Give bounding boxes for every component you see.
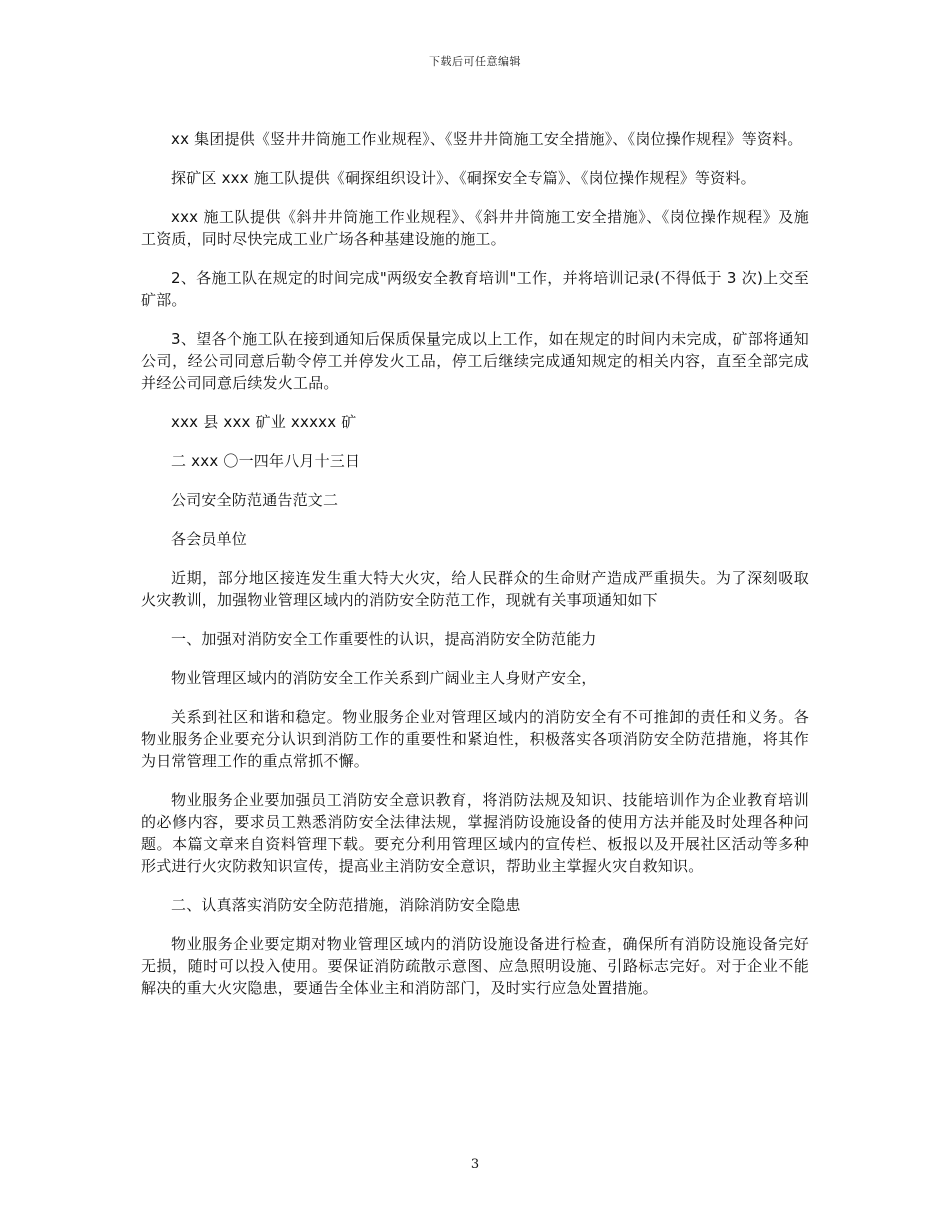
page-number: 3 xyxy=(470,1157,480,1172)
salutation: 各会员单位 xyxy=(171,530,248,548)
paragraph: 关系到社区和谐和稳定。物业服务企业对管理区域内的消防安全有不可推卸的责任和义务。各物业服务企业要充分认识到消防工作的重要性和紧迫性，积极落实各项消防安全防范措施，将其作为日常管理工作的重点常抓不懈。 xyxy=(141,708,809,770)
paragraph: 3、望各个施工队在接到通知后保质保量完成以上工作，如在规定的时间内未完成，矿部将通知公司，经公司同意后勒令停工并停发火工品，停工后继续完成通知规定的相关内容，直至全部完成并经公司同意后续发火工品。 xyxy=(141,330,809,392)
date-line: 二 xxx 〇一四年八月十三日 xyxy=(171,452,361,470)
paragraph: 物业管理区域内的消防安全工作关系到广阔业主人身财产安全， xyxy=(171,669,597,687)
document-body xyxy=(141,128,809,1016)
paragraph: 物业服务企业要加强员工消防安全意识教育，将消防法规及知识、技能培训作为企业教育培训的必修内容，要求员工熟悉消防安全法律法规，掌握消防设施设备的使用方法并能及时处理各种问题。本篇文章来自资料管理下载。要充分利用管理区域内的宣传栏、板报以及开展社区活动等多种形式进行火灾防救知识宣传，提高业主消防安全意识，帮助业主掌握火灾自救知识。 xyxy=(141,791,809,875)
paragraph: 物业服务企业要定期对物业管理区域内的消防设施设备进行检查，确保所有消防设施设备完好无损，随时可以投入使用。要保证消防疏散示意图、应急照明设施、引路标志完好。对于企业不能解决的重大火灾隐患，要通告全体业主和消防部门，及时实行应急处置措施。 xyxy=(141,935,809,997)
section-heading: 一、加强对消防安全工作重要性的认识，提高消防安全防范能力 xyxy=(171,630,597,648)
page-header: 下载后可任意编辑 xyxy=(429,55,521,68)
paragraph: xxx 施工队提供《斜井井筒施工作业规程》、《斜井井筒施工安全措施》、《岗位操作规程》及施工资质，同时尽快完成工业广场各种基建设施的施工。 xyxy=(141,208,809,248)
paragraph: 近期，部分地区接连发生重大特大火灾，给人民群众的生命财产造成严重损失。为了深刻吸取火灾教训，加强物业管理区域内的消防安全防范工作，现就有关事项通知如下 xyxy=(141,569,809,609)
paragraph: 探矿区 xxx 施工队提供《硐探组织设计》、《硐探安全专篇》、《岗位操作规程》等资料。 xyxy=(171,169,756,187)
signature-line: xxx 县 xxx 矿业 xxxxx 矿 xyxy=(171,413,357,431)
paragraph: 2、各施工队在规定的时间完成"两级安全教育培训"工作，并将培训记录(不得低于 3 次)上交至矿部。 xyxy=(141,269,809,309)
section-heading: 二、认真落实消防安全防范措施，消除消防安全隐患 xyxy=(171,896,521,914)
paragraph: xx 集团提供《竖井井筒施工作业规程》、《竖井井筒施工安全措施》、《岗位操作规程》等资料。 xyxy=(171,130,803,148)
section-title: 公司安全防范通告范文二 xyxy=(171,491,339,509)
